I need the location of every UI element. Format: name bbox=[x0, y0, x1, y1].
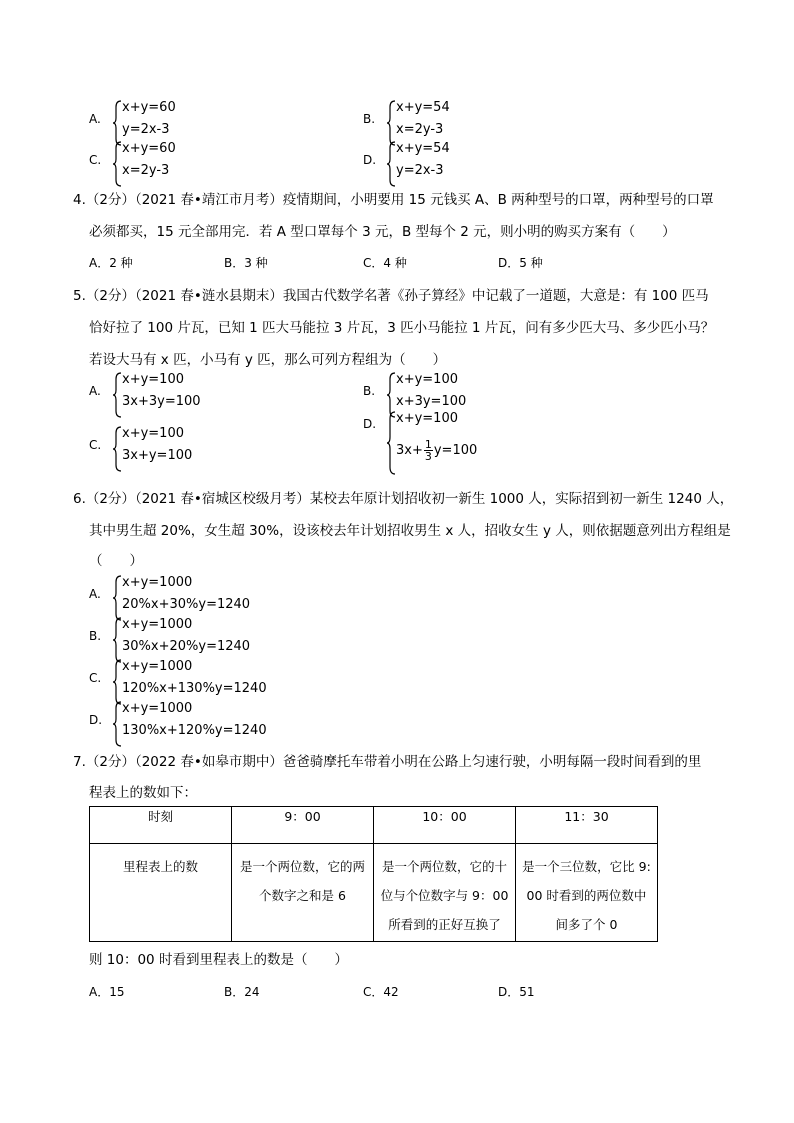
header-cell: 11：30 bbox=[516, 807, 658, 844]
option-label: B. bbox=[363, 384, 376, 398]
fraction-denominator: 3 bbox=[424, 450, 432, 463]
equation-2: 3x+3y=100 bbox=[122, 394, 201, 409]
equation-2: x+3y=100 bbox=[396, 394, 467, 409]
q6-stem-line-2: 其中男生超 20%，女生超 30%，设该校去年计划招收男生 x 人，招收女生 y 人，则依据题意列出方程组是 bbox=[89, 523, 731, 539]
equation-1: x+y=100 bbox=[396, 411, 458, 426]
q4-option-a[interactable]: A．2 种 bbox=[89, 256, 133, 270]
option-label: A. bbox=[89, 112, 101, 126]
header-cell: 9：00 bbox=[232, 807, 374, 844]
q7-option-c[interactable]: C．42 bbox=[363, 985, 399, 999]
q7-stem-line-2: 程表上的数如下： bbox=[89, 785, 197, 801]
equation-2 bbox=[396, 439, 477, 462]
header-cell: 时刻 bbox=[90, 807, 232, 844]
equation-2: 3x+y=100 bbox=[122, 448, 193, 463]
option-label: A. bbox=[89, 587, 101, 601]
fraction bbox=[424, 439, 433, 462]
odometer-table bbox=[89, 806, 658, 942]
equation-1: x+y=100 bbox=[122, 372, 184, 387]
cell-line: 个数字之和是 6 bbox=[259, 888, 346, 903]
cell-line: 所看到的正好互换了 bbox=[388, 917, 501, 932]
equation-1: x+y=60 bbox=[122, 100, 176, 115]
equation-2: 130%x+120%y=1240 bbox=[122, 723, 267, 738]
cell-line: 是一个三位数，它比 9: bbox=[522, 859, 651, 874]
option-label: B. bbox=[363, 112, 376, 126]
cell-line: 间多了个 0 bbox=[555, 917, 618, 932]
equation-2: y=2x-3 bbox=[396, 163, 444, 178]
equation-1: x+y=100 bbox=[122, 426, 184, 441]
equation-2: x=2y-3 bbox=[396, 122, 444, 137]
equation-2: 30%x+20%y=1240 bbox=[122, 639, 251, 654]
equation-1: x+y=1000 bbox=[122, 701, 193, 716]
option-label: D. bbox=[363, 417, 377, 431]
cell-line: 00 时看到的两位数中 bbox=[526, 888, 647, 903]
q4-option-c[interactable]: C．4 种 bbox=[363, 256, 407, 270]
equation-2: x=2y-3 bbox=[122, 163, 170, 178]
option-label: C. bbox=[89, 438, 102, 452]
q4-option-b[interactable]: B．3 种 bbox=[224, 256, 268, 270]
equation-2: y=2x-3 bbox=[122, 122, 170, 137]
equation-1: x+y=1000 bbox=[122, 617, 193, 632]
q7-option-d[interactable]: D．51 bbox=[498, 985, 535, 999]
equation-2: 20%x+30%y=1240 bbox=[122, 597, 251, 612]
option-label: C. bbox=[89, 671, 102, 685]
q6-stem-line-1: 6.（2分）（2021 春•宿城区校级月考）某校去年原计划招收初一新生 1000 人，实际招到初一新生 1240 人， bbox=[73, 491, 734, 507]
q5-stem-line-3: 若设大马有 x 匹，小马有 y 匹，那么可列方程组为（ ） bbox=[89, 352, 447, 368]
table-cell bbox=[232, 844, 374, 942]
option-label: A. bbox=[89, 384, 101, 398]
q5-stem-line-1: 5.（2分）（2021 春•涟水县期末）我国古代数学名著《孙子算经》中记载了一道题，大意是：有 100 匹马 bbox=[73, 288, 709, 304]
q5-stem-line-2: 恰好拉了 100 片瓦，已知 1 匹大马能拉 3 片瓦，3 匹小马能拉 1 片瓦，问有多少匹大马、多少匹小马？ bbox=[89, 320, 715, 336]
cell-line: 位与个位数字与 9：00 bbox=[380, 888, 509, 903]
row-label-cell bbox=[90, 844, 232, 942]
fraction-numerator: 1 bbox=[424, 438, 432, 451]
cell-line: 是一个两位数，它的两 bbox=[239, 859, 365, 874]
equation-2-suffix: y=100 bbox=[433, 443, 478, 458]
cell-line: 是一个两位数，它的十 bbox=[381, 859, 507, 874]
option-label: B. bbox=[89, 629, 102, 643]
row-label: 里程表上的数 bbox=[122, 859, 198, 874]
q7-option-b[interactable]: B．24 bbox=[224, 985, 260, 999]
q7-question: 则 10：00 时看到里程表上的数是（ ） bbox=[89, 952, 348, 968]
q4-stem-line-1: 4.（2分）（2021 春•靖江市月考）疫情期间，小明要用 15 元钱买 A、B 两种型号的口罩，两种型号的口罩 bbox=[73, 192, 714, 208]
q4-stem-line-2: 必须都买，15 元全部用完．若 A 型口罩每个 3 元，B 型每个 2 元，则小明的购买方案有（ ） bbox=[89, 224, 676, 240]
q6-stem-line-3: （ ） bbox=[89, 553, 143, 569]
equation-1: x+y=1000 bbox=[122, 575, 193, 590]
q7-stem-line-1: 7.（2分）（2022 春•如皋市期中）爸爸骑摩托车带着小明在公路上匀速行驶，小明每隔一段时间看到的里 bbox=[73, 754, 702, 770]
equation-1: x+y=54 bbox=[396, 100, 450, 115]
option-label: D. bbox=[363, 153, 377, 167]
header-cell: 10：00 bbox=[374, 807, 516, 844]
q4-option-d[interactable]: D．5 种 bbox=[498, 256, 543, 270]
table-cell bbox=[516, 844, 658, 942]
equation-2-prefix: 3x+ bbox=[396, 443, 423, 458]
table-header-row bbox=[90, 807, 658, 844]
equation-1: x+y=100 bbox=[396, 372, 458, 387]
option-label: C. bbox=[89, 153, 102, 167]
q7-option-a[interactable]: A．15 bbox=[89, 985, 125, 999]
table-row bbox=[90, 844, 658, 942]
equation-2: 120%x+130%y=1240 bbox=[122, 681, 267, 696]
equation-1: x+y=60 bbox=[122, 141, 176, 156]
option-label: D. bbox=[89, 713, 103, 727]
table-cell bbox=[374, 844, 516, 942]
equation-1: x+y=54 bbox=[396, 141, 450, 156]
equation-1: x+y=1000 bbox=[122, 659, 193, 674]
